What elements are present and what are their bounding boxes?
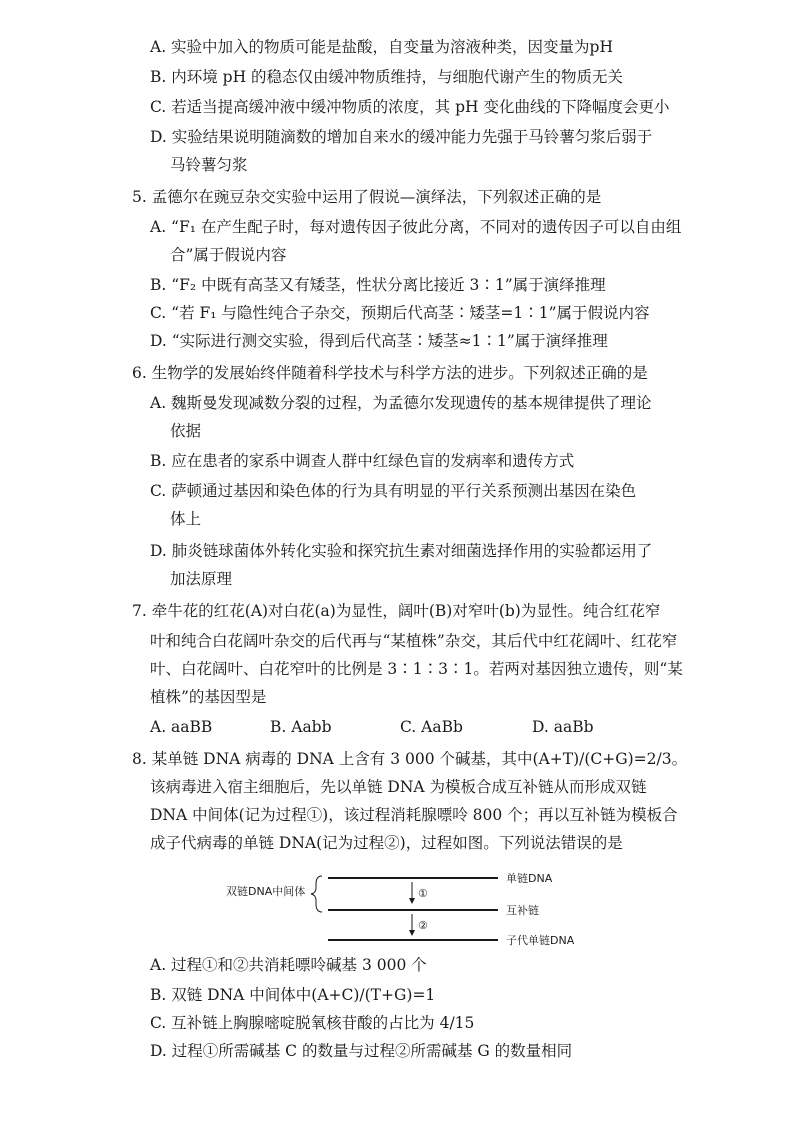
step2-label: ② xyxy=(418,919,428,932)
q7-option-a: A. aaBB xyxy=(150,718,213,736)
q6-option-d: D. 肺炎链球菌体外转化实验和探究抗生素对细菌选择作用的实验都运用了 xyxy=(150,542,653,560)
q6-option-c-cont: 体上 xyxy=(170,510,202,528)
q6-option-a-cont: 依据 xyxy=(170,422,202,440)
arrow-head-1 xyxy=(409,898,415,904)
q7-stem-line2: 叶和纯合白花阔叶杂交的后代再与“某植株”杂交，其后代中红花阔叶、红花窄 xyxy=(150,632,678,650)
q5-stem: 5. 孟德尔在豌豆杂交实验中运用了假说—演绎法，下列叙述正确的是 xyxy=(132,188,602,206)
q4-option-d: D. 实验结果说明随滴数的增加自来水的缓冲能力先强于马铃薯匀浆后弱于 xyxy=(150,128,653,146)
step1-label: ① xyxy=(418,887,428,900)
q6-stem: 6. 生物学的发展始终伴随着科学技术与科学方法的进步。下列叙述正确的是 xyxy=(132,364,648,382)
q4-option-a: A. 实验中加入的物质可能是盐酸，自变量为溶液种类，因变量为pH xyxy=(150,38,613,56)
q6-option-a: A. 魏斯曼发现减数分裂的过程，为孟德尔发现遗传的基本规律提供了理论 xyxy=(150,394,652,412)
q5-option-c: C. “若 F₁ 与隐性纯合子杂交，预期后代高茎∶矮茎=1∶1”属于假说内容 xyxy=(150,304,650,322)
q5-option-a: A. “F₁ 在产生配子时，每对遗传因子彼此分离，不同对的遗传因子可以自由组 xyxy=(150,218,682,236)
q7-option-d: D. aaBb xyxy=(532,718,594,736)
q4-option-d-cont: 马铃薯匀浆 xyxy=(170,156,248,174)
q5-option-b: B. “F₂ 中既有高茎又有矮茎，性状分离比接近 3∶1”属于演绎推理 xyxy=(150,276,606,294)
diagram-left-label: 双链DNA中间体 xyxy=(226,885,306,898)
q6-option-b: B. 应在患者的家系中调查人群中红绿色盲的发病率和遗传方式 xyxy=(150,452,575,470)
arrow-head-2 xyxy=(409,930,415,936)
q8-option-a: A. 过程①和②共消耗嘌呤碱基 3 000 个 xyxy=(150,956,427,974)
q5-option-a-cont: 合”属于假说内容 xyxy=(170,246,287,264)
dna-process-diagram xyxy=(200,860,620,950)
q6-option-d-cont: 加法原理 xyxy=(170,570,233,588)
q8-stem-line4: 成子代病毒的单链 DNA(记为过程②)，过程如图。下列说法错误的是 xyxy=(150,834,623,852)
q7-stem-line4: 植株”的基因型是 xyxy=(150,688,267,706)
q8-stem-line1: 8. 某单链 DNA 病毒的 DNA 上含有 3 000 个碱基，其中(A+T)/(C+G)=2/3。 xyxy=(132,750,688,768)
label-progeny: 子代单链DNA xyxy=(506,934,575,947)
q8-stem-line3: DNA 中间体(记为过程①)，该过程消耗腺嘌呤 800 个；再以互补链为模板合 xyxy=(150,806,678,824)
q7-option-c: C. AaBb xyxy=(400,718,463,736)
q7-options xyxy=(150,716,650,738)
q4-option-b: B. 内环境 pH 的稳态仅由缓冲物质维持，与细胞代谢产生的物质无关 xyxy=(150,68,624,86)
q8-option-d: D. 过程①所需碱基 C 的数量与过程②所需碱基 G 的数量相同 xyxy=(150,1042,573,1060)
q7-stem-line3: 叶、白花阔叶、白花窄叶的比例是 3∶1∶3∶1。若两对基因独立遗传，则“某 xyxy=(150,660,683,678)
label-single-dna: 单链DNA xyxy=(506,872,553,885)
q6-option-c: C. 萨顿通过基因和染色体的行为具有明显的平行关系预测出基因在染色 xyxy=(150,482,637,500)
q7-option-b: B. Aabb xyxy=(270,718,332,736)
label-complement: 互补链 xyxy=(506,904,539,917)
q8-option-b: B. 双链 DNA 中间体中(A+C)/(T+G)=1 xyxy=(150,986,436,1004)
brace xyxy=(311,876,322,912)
q5-option-d: D. “实际进行测交实验，得到后代高茎∶矮茎≈1∶1”属于演绎推理 xyxy=(150,332,608,350)
q8-option-c: C. 互补链上胸腺嘧啶脱氧核苷酸的占比为 4/15 xyxy=(150,1014,475,1032)
q8-stem-line2: 该病毒进入宿主细胞后，先以单链 DNA 为模板合成互补链从而形成双链 xyxy=(150,778,647,796)
q7-stem-line1: 7. 牵牛花的红花(A)对白花(a)为显性，阔叶(B)对窄叶(b)为显性。纯合红花窄 xyxy=(132,602,661,620)
q4-option-c: C. 若适当提高缓冲液中缓冲物质的浓度，其 pH 变化曲线的下降幅度会更小 xyxy=(150,98,670,116)
